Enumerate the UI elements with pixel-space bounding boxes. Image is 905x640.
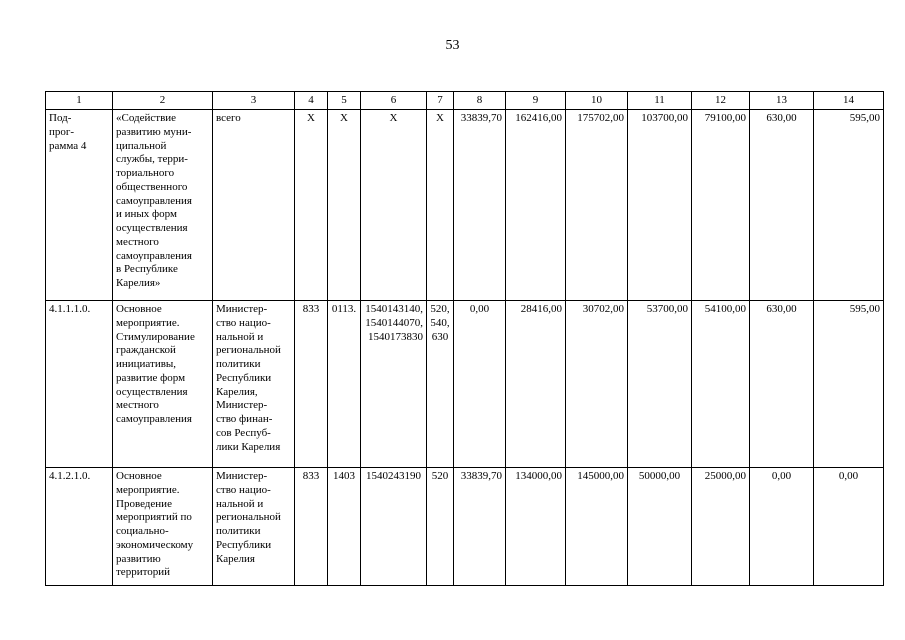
column-header: 11 [628, 92, 692, 110]
cell-name: Основное мероприятие. Проведение мероприятий по социально- экономическому развитию территорий [113, 468, 213, 586]
cell-amount: 33839,70 [454, 110, 506, 301]
cell-amount: 630,00 [750, 301, 814, 468]
budget-table [45, 91, 884, 586]
cell-target-article: 1540143140, 1540144070, 1540173830 [361, 301, 427, 468]
column-header: 2 [113, 92, 213, 110]
cell-code: 4.1.2.1.0. [46, 468, 113, 586]
cell-amount: 54100,00 [692, 301, 750, 468]
page-number: 53 [445, 38, 460, 53]
cell-amount: 103700,00 [628, 110, 692, 301]
cell-amount: 33839,70 [454, 468, 506, 586]
cell-amount: 145000,00 [566, 468, 628, 586]
cell-target-article: Х [361, 110, 427, 301]
cell-code: 4.1.1.1.0. [46, 301, 113, 468]
cell-amount: 0,00 [454, 301, 506, 468]
column-header: 7 [427, 92, 454, 110]
column-header: 1 [46, 92, 113, 110]
cell-amount: 162416,00 [506, 110, 566, 301]
column-header: 4 [295, 92, 328, 110]
column-header: 13 [750, 92, 814, 110]
cell-grbs: Х [295, 110, 328, 301]
cell-amount: 53700,00 [628, 301, 692, 468]
cell-section: 1403 [328, 468, 361, 586]
header-row [46, 92, 884, 110]
column-header: 9 [506, 92, 566, 110]
cell-amount: 595,00 [814, 301, 884, 468]
cell-section: 0113. [328, 301, 361, 468]
cell-amount: 0,00 [750, 468, 814, 586]
column-header: 6 [361, 92, 427, 110]
cell-executor: Министер- ство нацио- нальной и региональной политики Республики Карелия, Министер- ство финан- сов Респуб- лики Карелия [213, 301, 295, 468]
column-header: 8 [454, 92, 506, 110]
cell-amount: 50000,00 [628, 468, 692, 586]
cell-amount: 134000,00 [506, 468, 566, 586]
cell-grbs: 833 [295, 301, 328, 468]
cell-amount: 595,00 [814, 110, 884, 301]
cell-amount: 28416,00 [506, 301, 566, 468]
cell-executor: Министер- ство нацио- нальной и региональной политики Республики Карелия [213, 468, 295, 586]
cell-code: Под- прог- рамма 4 [46, 110, 113, 301]
cell-expense-type: Х [427, 110, 454, 301]
cell-amount: 175702,00 [566, 110, 628, 301]
cell-grbs: 833 [295, 468, 328, 586]
cell-amount: 25000,00 [692, 468, 750, 586]
cell-expense-type: 520, 540, 630 [427, 301, 454, 468]
cell-name: «Содействие развитию муни- ципальной службы, терри- ториального общественного самоуправления и иных форм осуществления местного самоуправления в Республике Карелия» [113, 110, 213, 301]
cell-amount: 30702,00 [566, 301, 628, 468]
table-row [46, 468, 884, 586]
cell-expense-type: 520 [427, 468, 454, 586]
cell-executor: всего [213, 110, 295, 301]
table-row [46, 110, 884, 301]
cell-amount: 0,00 [814, 468, 884, 586]
column-header: 5 [328, 92, 361, 110]
column-header: 14 [814, 92, 884, 110]
table-row [46, 301, 884, 468]
column-header: 10 [566, 92, 628, 110]
cell-section: Х [328, 110, 361, 301]
cell-name: Основное мероприятие. Стимулирование гражданской инициативы, развитие форм осуществления местного самоуправления [113, 301, 213, 468]
column-header: 3 [213, 92, 295, 110]
cell-amount: 79100,00 [692, 110, 750, 301]
column-header: 12 [692, 92, 750, 110]
cell-amount: 630,00 [750, 110, 814, 301]
cell-target-article: 1540243190 [361, 468, 427, 586]
